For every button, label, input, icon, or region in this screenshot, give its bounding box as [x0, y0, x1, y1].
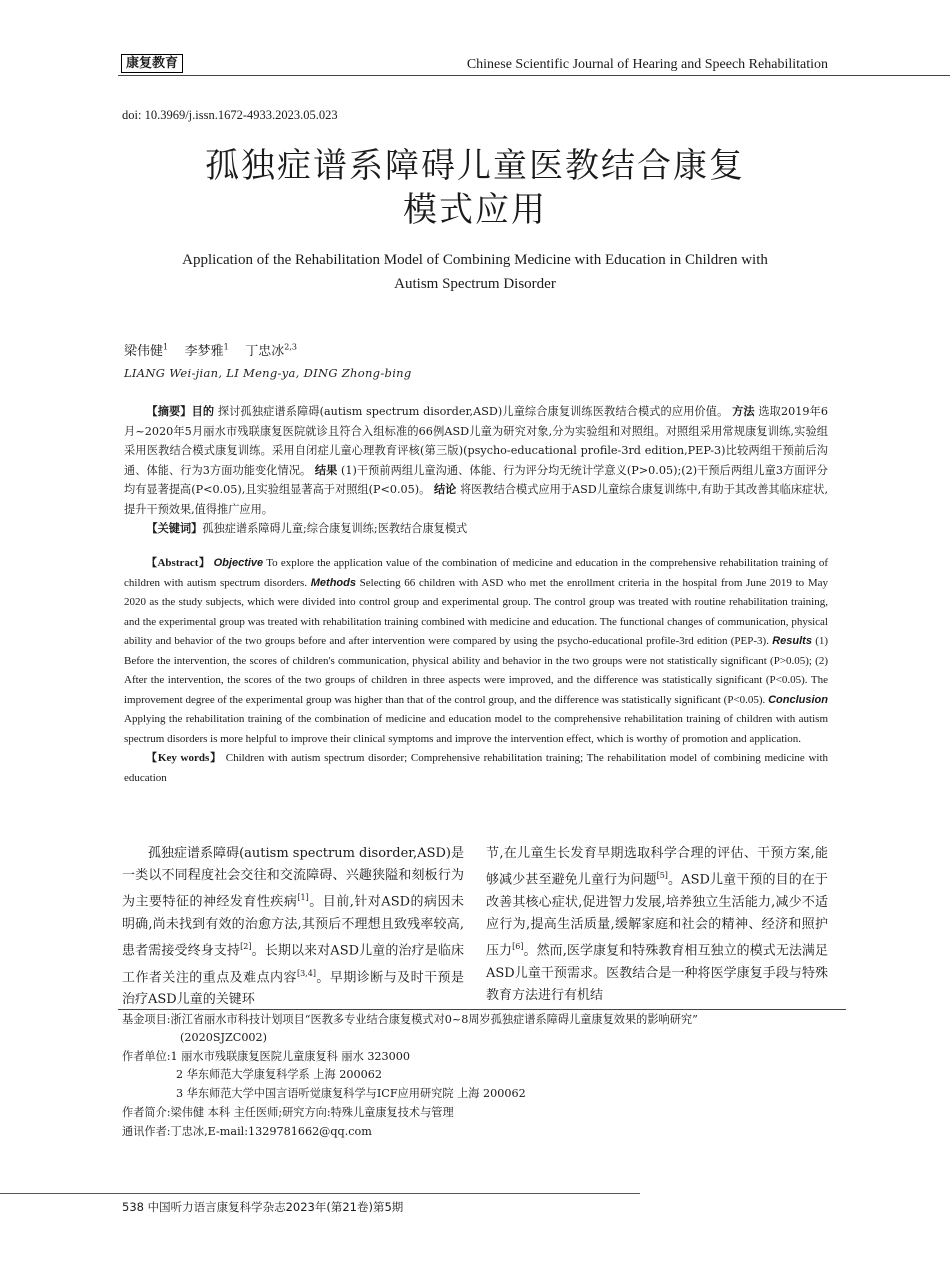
- objective-label: 目的: [191, 405, 215, 418]
- corr-label: 通讯作者:: [122, 1125, 171, 1138]
- conclusion-text: 将医教结合模式应用于ASD儿童综合康复训练中,有助于其改善其临床症状,提升干预效果,值得推广应用。: [124, 483, 829, 516]
- results-label: 结果: [314, 463, 338, 477]
- unit-label: 作者单位:: [122, 1050, 171, 1063]
- bio-note: [122, 1104, 842, 1123]
- bio-label: 作者简介:: [122, 1106, 171, 1119]
- body-text: 。长期以来对ASD儿童的治疗是临床工作者关注的重点及难点内容: [122, 943, 464, 985]
- keywords-text: 孤独症谱系障碍儿童;综合康复训练;医教结合康复模式: [202, 522, 468, 535]
- keywords-en-text: Children with autism spectrum disorder; Comprehensive rehabilitation training; The rehabilitation model of combining medicine with education: [124, 752, 828, 784]
- body-text: 。然而,医学康复和特殊教育相互独立的模式无法满足ASD儿童干预需求。医教结合是一种将医学康复手段与特殊教育方法进行有机结: [486, 943, 828, 1003]
- methods-en-label: Methods: [310, 576, 356, 589]
- keywords-label: 【关键词】: [146, 522, 203, 535]
- authors-cn: [124, 340, 297, 359]
- objective-text: 探讨孤独症谱系障碍(autism spectrum disorder,ASD)儿童综合康复训练医教结合模式的应用价值。: [217, 405, 729, 418]
- conclusion-en-text: Applying the rehabilitation training of the combination of medicine and education model to the comprehensive rehabilitation training of children with autism spectrum disorders is more helpful to improve their clinical symptoms and improve the intervention effect, which is worthy of promotion and application.: [124, 713, 828, 745]
- body-text: 。ASD儿童干预的目的在于改善其核心症状,促进智力发展,培养独立生活能力,减少不适应行为,提高生活质量,缓解家庭和社会的精神、经济和照护压力: [486, 872, 828, 959]
- citation: [3,4]: [296, 968, 316, 978]
- header-rule: [118, 75, 950, 76]
- objective-en-text: To explore the application value of the combination of medicine and education in the comprehensive rehabilitation training of children with autism spectrum disorders.: [124, 557, 829, 589]
- citation: [2]: [240, 942, 252, 952]
- unit-note-2: 2 华东师范大学康复科学系 上海 200062: [176, 1068, 382, 1081]
- methods-label: 方法: [732, 405, 755, 418]
- results-en-label: Results: [772, 635, 812, 647]
- unit-note: [122, 1048, 842, 1067]
- footer-rule: [0, 1193, 640, 1194]
- body-text: 。目前,针对ASD的病因未明确,尚未找到有效的治愈方法,其预后不理想且致残率较高,患者需接受终身支持: [122, 894, 464, 959]
- body-text: 孤独症谱系障碍(autism spectrum disorder,ASD)是一类以不同程度社会交往和交流障碍、兴趣狭隘和刻板行为为主要特征的神经发育性疾病: [122, 846, 464, 910]
- unit-note-3: 3 华东师范大学中国言语听觉康复科学与ICF应用研究院 上海 200062: [176, 1087, 526, 1100]
- citation: [1]: [297, 893, 309, 903]
- title-en-line1: Application of the Rehabilitation Model of Combining Medicine with Education in Children with: [182, 252, 768, 268]
- methods-en-text: Selecting 66 children with ASD who met the enrollment criteria in the hospital from June 2019 to May 2020 as the study subjects, which were divided into control group and experimental group. The control group was treated with routine rehabilitation training, and the experimental group was treated with rehabilitation training combined with medicine and education. The functional changes of communication, physical ability and behavior of the two groups before and after intervention were compared by using the psycho-educational profile-3rd edition (PEP-3).: [124, 576, 828, 647]
- unit-text: 1 丽水市残联康复医院儿童康复科 丽水 323000: [170, 1050, 411, 1063]
- section-tag: 康复教育: [121, 54, 183, 73]
- body-text: 。早期诊断与及时干预是治疗ASD儿童的关键环: [122, 970, 464, 1008]
- fund-code: (2020SJZC002): [180, 1031, 268, 1044]
- author-aff: 1: [223, 342, 229, 352]
- results-en-text: (1) Before the intervention, the scores of children's communication, physical ability and behavior in the two groups were not statistically significant (P>0.05); (2) After the intervention, the scores of the two groups of children in three aspects were improved, and the difference was statistically significant (P<0.05). The improvement degree of the experimental group was higher than that of the control group, and the difference was statistically significant (P<0.05).: [124, 635, 829, 706]
- conclusion-en-label: Conclusion: [768, 693, 828, 706]
- abstract-cn: [124, 402, 828, 539]
- journal-title: Chinese Scientific Journal of Hearing and Speech Rehabilitation: [466, 57, 828, 72]
- methods-text: 选取2019年6月~2020年5月丽水市残联康复医院就诊且符合入组标准的66例ASD儿童为研究对象,分为实验组和对照组。对照组采用常规康复训练,实验组采用医教结合模式康复训练。采用自闭症儿童心理教育评核(第三版)(psycho-educational profile-3rd edition,PEP-3)比较两组干预前后沟通、体能、行为3方面功能变化情况。: [124, 405, 828, 477]
- author-aff: 2,3: [284, 342, 298, 352]
- author-name: 丁忠冰: [245, 344, 285, 359]
- author-name: 梁伟健: [124, 344, 164, 359]
- bio-text: 梁伟健 本科 主任医师;研究方向:特殊儿童康复技术与管理: [170, 1106, 454, 1119]
- doi: doi: 10.3969/j.issn.1672-4933.2023.05.023: [122, 108, 338, 122]
- corr-text: 丁忠冰,E-mail:1329781662@qq.com: [170, 1125, 372, 1138]
- title-en-line2: Autism Spectrum Disorder: [394, 276, 556, 292]
- authors-en: LIANG Wei-jian, LI Meng-ya, DING Zhong-bing: [124, 366, 412, 380]
- abstract-label: 【摘要】: [146, 405, 192, 418]
- keywords-cn: [124, 519, 828, 539]
- author-name: 李梦雅: [184, 344, 224, 359]
- title-cn-line2: 模式应用: [403, 190, 547, 230]
- results-text: (1)干预前两组儿童沟通、体能、行为评分均无统计学意义(P>0.05);(2)干预后两组儿童3方面评分均有显著提高(P<0.05),且实验组显著高于对照组(P<0.05)。: [124, 463, 828, 496]
- fund-note: [122, 1011, 842, 1030]
- fund-label: 基金项目:: [122, 1013, 171, 1026]
- abstract-en-paragraph: [124, 554, 828, 749]
- body-right-column: [486, 843, 828, 1007]
- corr-note: [122, 1123, 842, 1142]
- title-cn-line1: 孤独症谱系障碍儿童医教结合康复: [205, 146, 745, 186]
- objective-en-label: Objective: [213, 557, 264, 569]
- author-aff: 1: [163, 342, 169, 352]
- keywords-en: [124, 749, 828, 788]
- page-footer: 538 中国听力语言康复科学杂志2023年(第21卷)第5期: [122, 1200, 404, 1214]
- citation: [6]: [512, 942, 524, 952]
- abstract-en-label: 【Abstract】: [146, 557, 211, 569]
- keywords-en-label: 【Key words】: [146, 752, 223, 764]
- abstract-cn-paragraph: [124, 402, 828, 519]
- footnote-rule: [118, 1009, 846, 1010]
- citation: [5]: [656, 871, 668, 881]
- body-text: 节,在儿童生长发育早期选取科学合理的评估、干预方案,能够减少甚至避免儿童行为问题: [486, 846, 828, 888]
- abstract-en: [124, 554, 828, 788]
- body-left-column: [122, 843, 464, 1011]
- conclusion-label: 结论: [433, 483, 457, 496]
- fund-text: 浙江省丽水市科技计划项目“医教多专业结合康复模式对0~8周岁孤独症谱系障碍儿童康复效果的影响研究”: [170, 1013, 698, 1026]
